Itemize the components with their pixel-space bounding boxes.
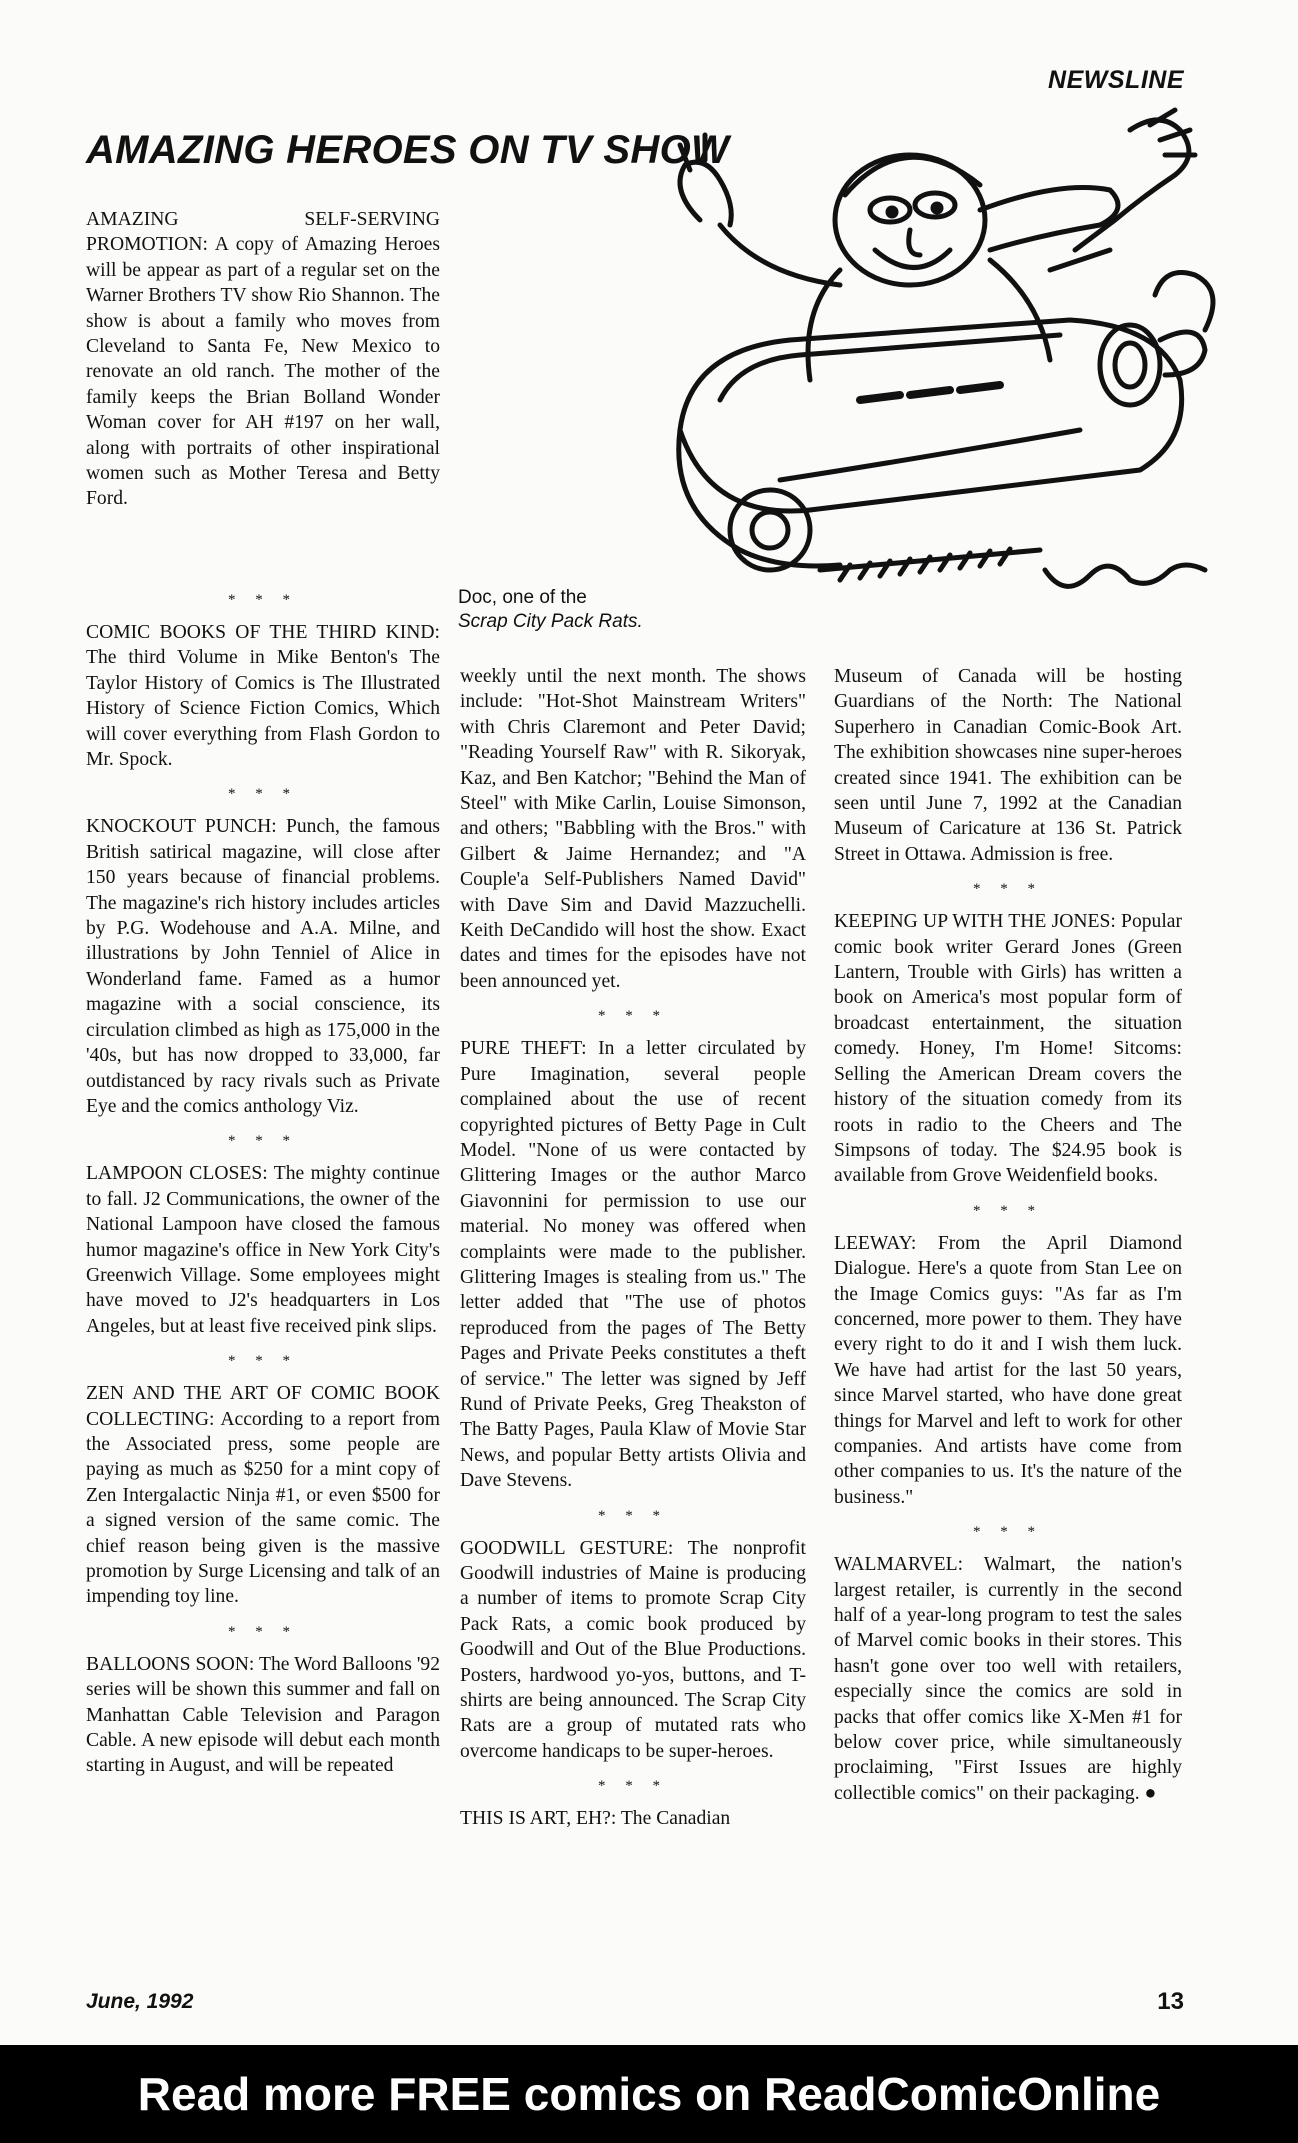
- article-balloons-soon-part-2: weekly until the next month. The shows include: "Hot-Shot Mainstream Writers" with Chris Claremont and Peter David; "Reading Yourself Raw" with R. Sikoryak, Kaz, and Ben Katchor; "Behind the Man of Steel" with Mike Carlin, Louise Simonson, and others; "Babbling with the Bros." with Gilbert & Jaime Hernandez; and "A Couple'a Self-Publishers Named David" with Dave Sim and David Mazzuchelli. Keith DeCandido will host the show. Exact dates and times for the episodes have not been announced yet.: [460, 666, 806, 992]
- article-keeping-up-with-jones: KEEPING UP WITH THE JONES: Popular comic book writer Gerard Jones (Green Lantern, Trouble with Girls) has written a book on America's most popular form of broadcast entertainment, the situation comedy. Honey, I'm Home! Sitcoms: Selling the American Dream covers the history of the situation comedy from its roots in radio to the Cheers and The Simpsons of today. The $24.95 book is available from Grove Weidenfield books.: [834, 911, 1182, 1187]
- separator-stars: * * *: [598, 1507, 668, 1524]
- separator-stars: * * *: [228, 592, 298, 608]
- article-walmarvel: WALMARVEL: Walmart, the nation's largest retailer, is currently in the second half of a year-long program to test the sales of Marvel comic books in their stores. This hasn't gone over too well with retailers, especially since the comics are sold in packs that offer comics like X-Men #1 for below cover price, while simultaneously proclaiming, "First Issues are highly collectible comics" on their packaging. ●: [834, 1554, 1182, 1804]
- separator-stars: * * *: [973, 881, 1043, 898]
- article-this-is-art-part-2: Museum of Canada will be hosting Guardians of the North: The National Superhero in Canadian Comic-Book Art. The exhibition showcases nine super-heroes created since 1941. The exhibition can be seen until June 7, 1992 at the Canadian Museum of Caricature at 136 St. Patrick Street in Ottawa. Admission is free.: [834, 666, 1182, 865]
- article-zen-comic-collecting: ZEN AND THE ART OF COMIC BOOK COLLECTING: According to a report from the Associated press, some people are paying as much as $250 for a mint copy of Zen Intergalactic Ninja #1, or even $500 for a signed version of the same comic. The chief reason being given is the massive promotion by Surge Licensing and talk of an impending toy line.: [86, 1383, 440, 1608]
- article-goodwill-gesture: GOODWILL GESTURE: The nonprofit Goodwill industries of Maine is producing a number of items to promote Scrap City Pack Rats, a comic book produced by Goodwill and Out of the Blue Productions. Posters, hardwood yo-yos, buttons, and T-shirts are being announced. The Scrap City Rats are a group of mutated rats who overcome handicaps to be super-heroes.: [460, 1537, 806, 1762]
- column-1-top: [86, 207, 440, 512]
- illustration-caption: [458, 586, 678, 634]
- article-this-is-art-part-1: THIS IS ART, EH?: The Canadian: [460, 1808, 731, 1830]
- separator-stars: * * *: [228, 1623, 298, 1640]
- separator-stars: * * *: [228, 1353, 298, 1370]
- column-3: [834, 664, 1182, 1806]
- separator-stars: * * *: [973, 1202, 1043, 1219]
- article-comic-books-third-kind: COMIC BOOKS OF THE THIRD KIND: The third Volume in Mike Benton's The Taylor History of Comics is The Illustrated History of Science Fiction Comics, Which will cover everything from Flash Gordon to Mr. Spock.: [86, 622, 440, 771]
- promo-banner[interactable]: Read more FREE comics on ReadComicOnline: [0, 2045, 1298, 2143]
- page-headline: AMAZING HEROES ON TV SHOW: [86, 128, 730, 172]
- separator-stars: * * *: [598, 1008, 668, 1025]
- separator-stars: * * *: [598, 1778, 668, 1795]
- article-leeway: LEEWAY: From the April Diamond Dialogue. Here's a quote from Stan Lee on the Image Comics guys: "As far as I'm concerned, more power to them. They have every right to do it and I wish them luck. We have had artist for the last 50 years, since Marvel started, who have done great things for Marvel and left to work for other companies. And artists have come from other companies to us. It's the nature of the business.": [834, 1232, 1182, 1508]
- rat-rocket-illustration: [660, 100, 1220, 650]
- article-pure-theft: PURE THEFT: In a letter circulated by Pure Imagination, several people complained about the use of recent copyrighted pictures of Betty Page in Cult Model. "None of us were contacted by Glittering Images or the author Marco Giavonnini for permission to use our material. No money was offered when complaints were made to the publisher. Glittering Images is stealing from us." The letter added that "The use of photos reproduced from the pages of The Betty Pages and Private Peeks constitutes a theft of service." The letter was signed by Jeff Rund of Private Peeks, Greg Theakston of The Batty Pages, Paula Klaw of Movie Star News, and popular Betty artists Olivia and Dave Stevens.: [460, 1038, 806, 1492]
- separator-stars: * * *: [228, 786, 298, 803]
- section-tag: NEWSLINE: [1048, 66, 1184, 94]
- separator-stars: * * *: [228, 1133, 298, 1150]
- column-1: [86, 589, 440, 1779]
- article-balloons-soon-part-1: BALLOONS SOON: The Word Balloons '92 series will be shown this summer and fall on Manhattan Cable Television and Paragon Cable. A new episode will debut each month starting in August, and will be repeated: [86, 1653, 440, 1777]
- article-self-serving-promotion: AMAZING SELF-SERVING PROMOTION: A copy of Amazing Heroes will be appear as part of a regular set on the Warner Brothers TV show Rio Shannon. The show is about a family who moves from Cleveland to Santa Fe, New Mexico to renovate an old ranch. The mother of the family keeps the Brian Bolland Wonder Woman cover for AH #197 on her wall, along with portraits of other inspirational women such as Mother Teresa and Betty Ford.: [86, 209, 440, 510]
- article-lampoon-closes: LAMPOON CLOSES: The mighty continue to fall. J2 Communications, the owner of the National Lampoon have closed the famous humor magazine's office in New York City's Greenwich Village. Some employees might have moved to J2's headquarters in Los Angeles, but at least five received pink slips.: [86, 1163, 440, 1337]
- column-2: [460, 664, 806, 1832]
- separator-stars: * * *: [973, 1524, 1043, 1541]
- issue-date: June, 1992: [86, 1990, 194, 2013]
- caption-line-1: Doc, one of the: [458, 587, 587, 608]
- page-number: 13: [1157, 1988, 1184, 2015]
- article-knockout-punch: KNOCKOUT PUNCH: Punch, the famous British satirical magazine, will close after 150 years because of financial problems. The magazine's rich history includes articles by P.G. Wodehouse and A.A. Milne, and illustrations by John Tenniel of Alice in Wonderland fame. Famed as a humor magazine with a social conscience, its circulation climbed as high as 175,000 in the '40s, but has now dropped to 33,000, far outdistanced by racy rivals such as Private Eye and the comics anthology Viz.: [86, 816, 440, 1117]
- caption-line-2: Scrap City Pack Rats.: [458, 611, 643, 632]
